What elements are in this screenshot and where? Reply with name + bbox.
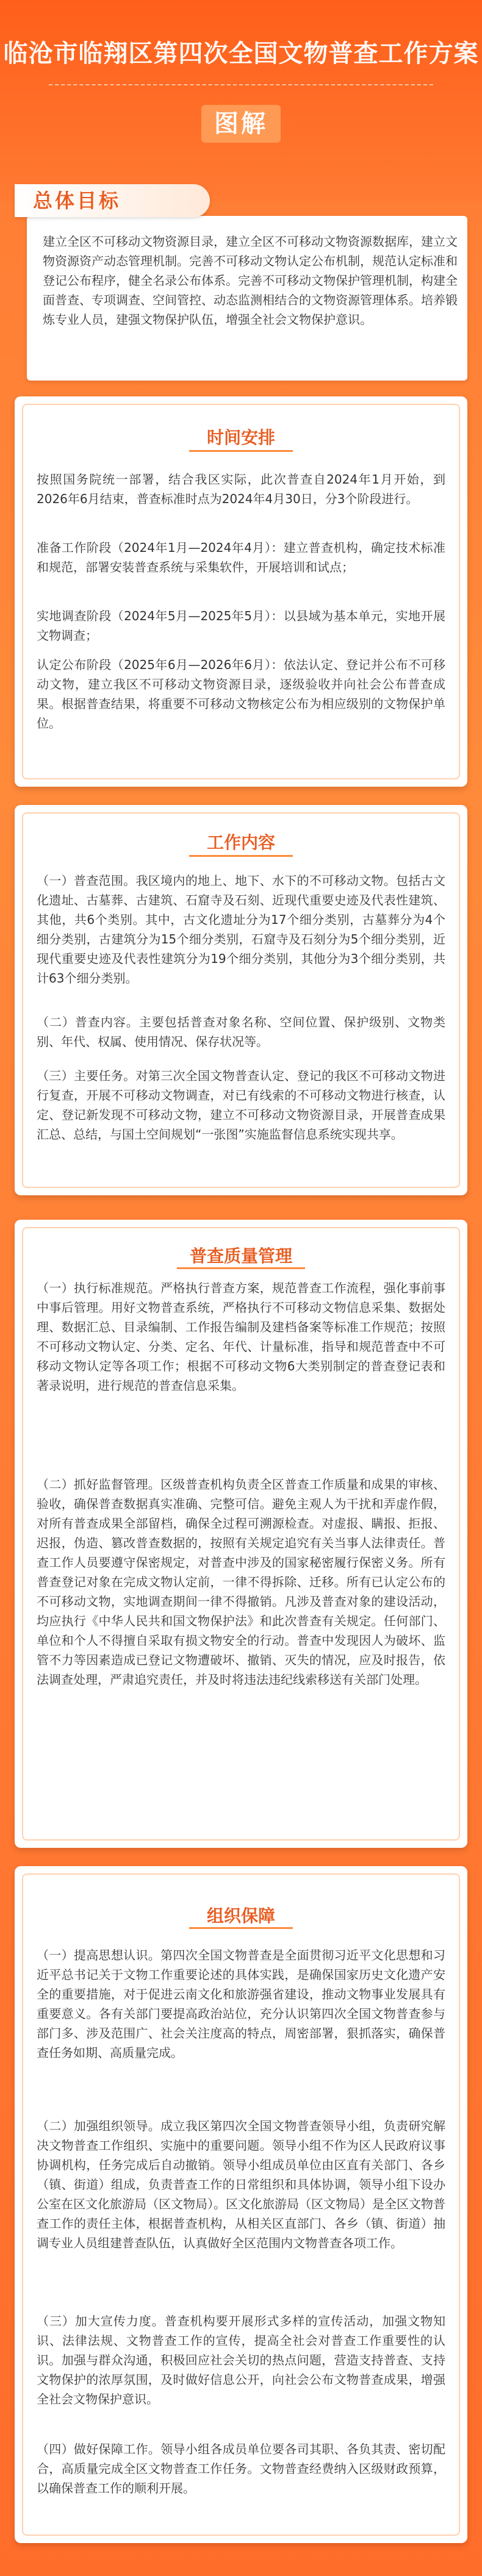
schedule-title-underline: [189, 450, 293, 452]
quality-title: 普查质量管理: [189, 1246, 292, 1266]
guarantee-paragraph: （三）加大宣传力度。普查机构要开展形式多样的宣传活动，加强文物知识、法律法规、文物普查工作的宣传，提高全社会对普查工作重要性的认识。加强与群众沟通，积极回应社会关切的热点问题，营造支持普查、支持文物保护的浓厚氛围，及时做好信息公开，向社会公布文物普查成果，增强全社会文物保护意识。: [37, 2314, 445, 2406]
guarantee-title-underline: [189, 1927, 293, 1929]
content-title: 工作内容: [206, 832, 275, 853]
schedule-title: 时间安排: [206, 428, 275, 448]
subtitle-badge: 图解: [201, 105, 281, 143]
content-paragraph: （三）主要任务。对第三次全国文物普查认定、登记的我区不可移动文物进行复查，开展不可移动文物调查，对已有线索的不可移动文物进行核查，认定、登记新发现不可移动文物，建立不可移动文物资源目录，开展普查成果汇总、总结，与国土空间规划“一张图”实施监督信息系统实现共享。: [37, 1068, 445, 1142]
quality-paragraph: （二）抓好监督管理。区级普查机构负责全区普查工作质量和成果的审核、验收，确保普查数据真实准确、完整可信。避免主观人为干扰和弄虚作假，对所有普查成果全部留档，确保全过程可溯源检查。对虚报、瞒报、拒报、迟报，伪造、篡改普查数据的，按照有关规定追究有关当事人法律责任。普查工作人员要遵守保密规定，对普查中涉及的国家秘密履行保密义务。所有普查登记对象在完成文物认定前，一律不得拆除、迁移。所有已认定公布的不可移动文物，实地调查期间一律不得撤销。凡涉及普查对象的建设活动，均应执行《中华人民共和国文物保护法》和此次普查有关规定。任何部门、单位和个人不得擅自采取有损文物安全的行动。普查中发现因人为破坏、监管不力等因素造成已登记文物遭破坏、撤销、灭失的情况，应及时报告，依法调查处理，严肃追究责任，并及时将违法违纪线索移送有关部门处理。: [37, 1477, 445, 1687]
guarantee-title: 组织保障: [206, 1906, 275, 1926]
schedule-paragraph: 实地调查阶段（2024年5月—2025年5月）：以县域为基本单元，实地开展文物调查；: [37, 609, 445, 643]
overview-text: 建立全区不可移动文物资源目录，建立全区不可移动文物资源数据库，建立文物资源资产动态管理机制。完善不可移动文物认定公布机制，规范认定标准和登记公布程序，健全名录公布体系。完善不可移动文物保护管理机制，构建全面普查、专项调查、空间管控、动态监测相结合的文物资源管理体系。培养锻炼专业人员，建强文物保护队伍，增强全社会文物保护意识。: [43, 234, 458, 327]
content-title-underline: [189, 855, 293, 857]
schedule-paragraph: 准备工作阶段（2024年1月—2024年4月）：建立普查机构，确定技术标准和规范，部署安装普查系统与采集软件，开展培训和试点；: [37, 540, 445, 574]
schedule-paragraph: 按照国务院统一部署，结合我区实际，此次普查自2024年1月开始，到2026年6月结束，普查标准时点为2024年4月30日，分3个阶段进行。: [37, 472, 445, 506]
guarantee-paragraph: （四）做好保障工作。领导小组各成员单位要各司其职、各负其责、密切配合，高质量完成全区文物普查工作任务。文物普查经费纳入区级财政预算，以确保普查工作的顺利开展。: [37, 2442, 445, 2496]
header-banner: [0, 0, 482, 201]
overview-label-tag: [15, 184, 210, 217]
content-paragraph: （二）普查内容。主要包括普查对象名称、空间位置、保护级别、文物类别、年代、权属、使用情况、保存状况等。: [37, 1015, 445, 1049]
quality-title-underline: [177, 1267, 305, 1269]
overview-label: 总体目标: [33, 189, 121, 212]
guarantee-paragraph: （二）加强组织领导。成立我区第四次全国文物普查领导小组，负责研究解决文物普查工作组织、实施中的重要问题。领导小组不作为区人民政府议事协调机构，任务完成后自动撤销。领导小组成员单位由区直有关部门、各乡（镇、街道）组成，负责普查工作的日常组织和具体协调，领导小组下设办公室在区文化旅游局（区文物局）。区文化旅游局（区文物局）是全区文物普查工作的责任主体，根据普查机构，从相关区直部门、各乡（镇、街道）抽调专业人员组建普查队伍，认真做好全区范围内文物普查各项工作。: [37, 2119, 445, 2250]
schedule-paragraph: 认定公布阶段（2025年6月—2026年6月）：依法认定、登记并公布不可移动文物，建立我区不可移动文物资源目录，逐级验收并向社会公布普查成果。根据普查结果，将重要不可移动文物核定公布为相应级别的文物保护单位。: [37, 657, 445, 731]
content-paragraph: （一）普查范围。我区境内的地上、地下、水下的不可移动文物。包括古文化遗址、古墓葬、古建筑、石窟寺及石刻、近现代重要史迹及代表性建筑、其他，共6个类别。其中，古文化遗址分为17个细分类别，古墓葬分为4个细分类别，古建筑分为15个细分类别，石窟寺及石刻分为5个细分类别，近现代重要史迹及代表性建筑分为19个细分类别，其他分为3个细分类别，共计63个细分类别。: [37, 873, 445, 986]
title-divider: [49, 84, 433, 85]
guarantee-paragraph: （一）提高思想认识。第四次全国文物普查是全面贯彻习近平文化思想和习近平总书记关于文物工作重要论述的具体实践，是确保国家历史文化遗产安全的重要措施，对于促进云南文化和旅游强省建设，推动文物事业发展具有重要意义。各有关部门要提高政治站位，充分认识第四次全国文物普查参与部门多、涉及范围广、社会关注度高的特点，周密部署，狠抓落实，确保普查任务如期、高质量完成。: [37, 1948, 445, 2060]
quality-paragraph: （一）执行标准规范。严格执行普查方案，规范普查工作流程，强化事前事中事后管理。用好文物普查系统，严格执行不可移动文物信息采集、数据处理、数据汇总、目录编制、工作报告编制及建档备案等标准工作规范；按照不可移动文物认定、分类、定名、年代、计量标准，指导和规范普查中不可移动文物认定等各项工作；根据不可移动文物6大类别制定的普查登记表和著录说明，进行规范的普查信息采集。: [37, 1281, 445, 1393]
content-card: [15, 805, 467, 1195]
schedule-card: [15, 396, 467, 787]
page-title: 临沧市临翔区第四次全国文物普查工作方案: [3, 40, 479, 68]
guarantee-card: [15, 1866, 467, 2543]
quality-card: [15, 1220, 467, 1848]
